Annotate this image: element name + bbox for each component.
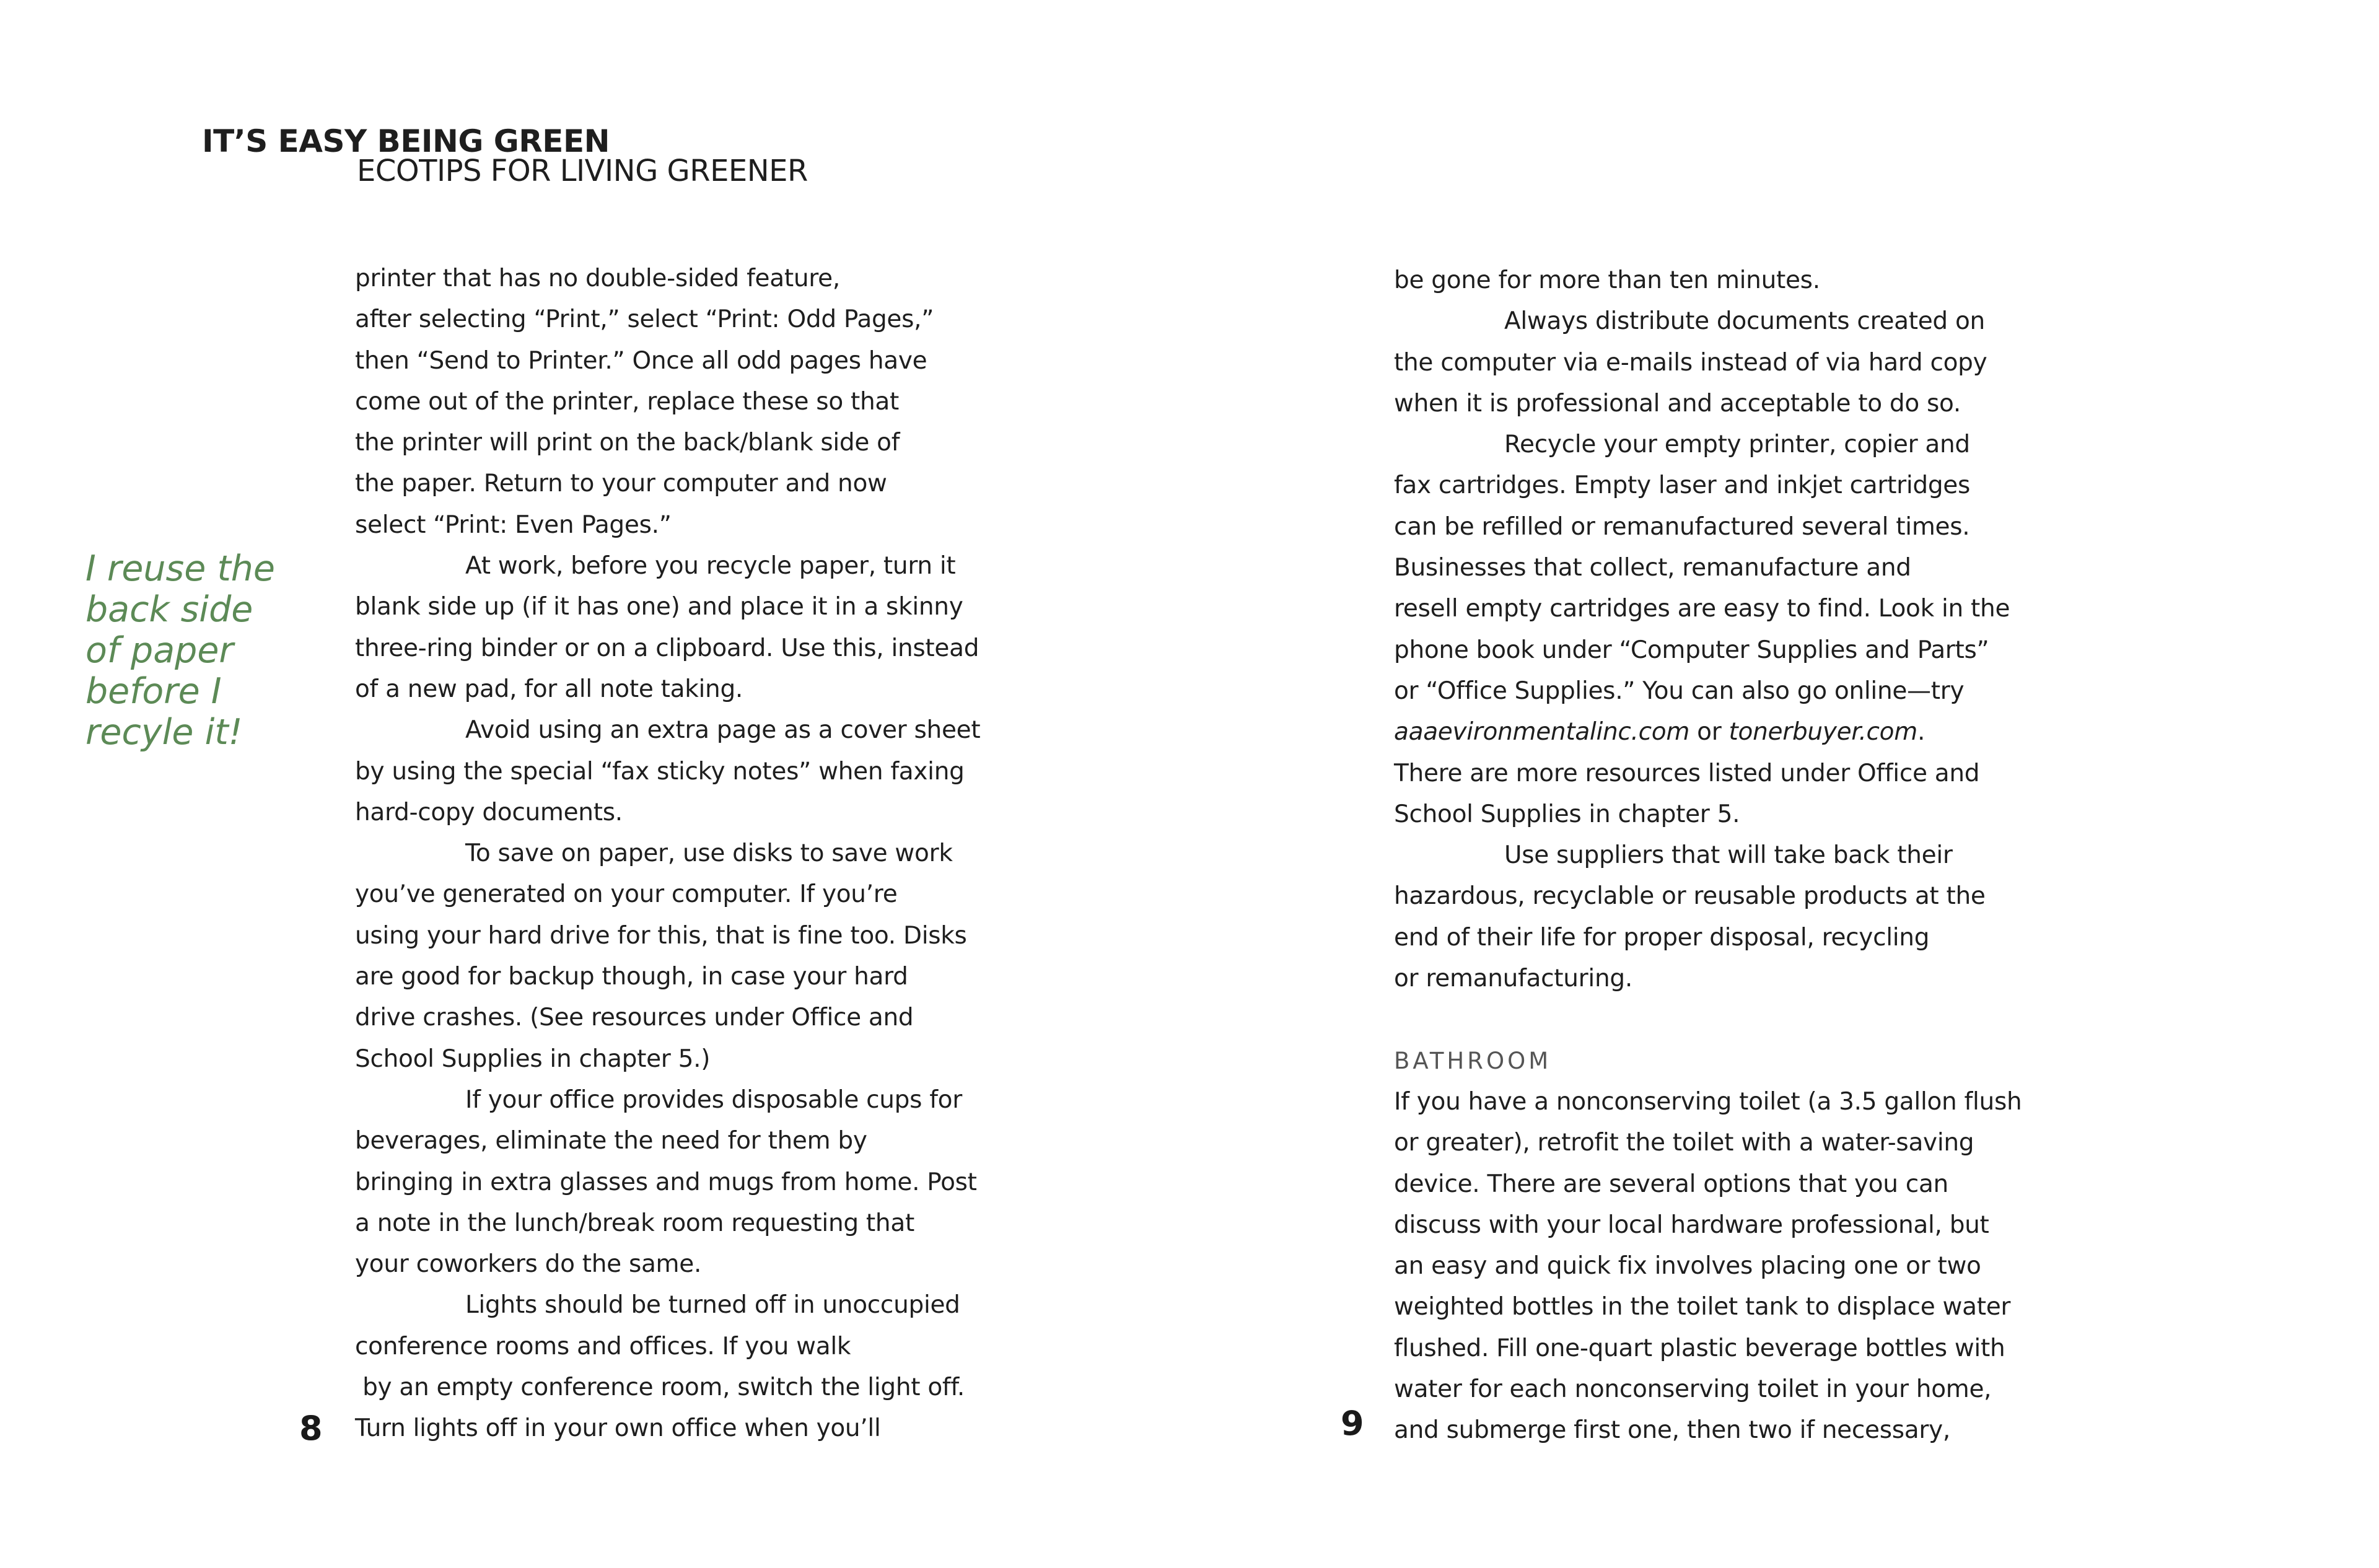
pull-quote-line: before I bbox=[85, 671, 222, 712]
text-line: beverages, eliminate the need for them by bbox=[355, 1127, 867, 1155]
paragraph-start-line: At work, before you recycle paper, turn it bbox=[465, 552, 956, 580]
section-heading: BATHROOM bbox=[1394, 1047, 1552, 1074]
page-number-left: 8 bbox=[299, 1409, 323, 1448]
text-line: discuss with your local hardware professional, but bbox=[1394, 1211, 1989, 1239]
running-header bbox=[202, 123, 808, 188]
text-line: select “Print: Even Pages.” bbox=[355, 510, 672, 539]
website-link: aaaevironmentalinc.com bbox=[1394, 718, 1690, 747]
text-line: by using the special “fax sticky notes” when faxing bbox=[355, 757, 965, 786]
book-title: IT’S EASY BEING GREEN bbox=[202, 123, 610, 159]
paragraph-start-line: Use suppliers that will take back their bbox=[1504, 841, 1953, 870]
text-line: or “Office Supplies.” You can also go online—try bbox=[1394, 677, 1965, 705]
text-line: after selecting “Print,” select “Print: Odd Pages,” bbox=[355, 305, 934, 334]
text-line: or greater), retrofit the toilet with a water-saving bbox=[1394, 1129, 1974, 1157]
pull-quote-line: of paper bbox=[85, 630, 234, 671]
text-line: bringing in extra glasses and mugs from home. Post bbox=[355, 1168, 977, 1196]
text-line: then “Send to Printer.” Once all odd pages have bbox=[355, 346, 927, 375]
text-line: using your hard drive for this, that is fine too. Disks bbox=[355, 921, 967, 950]
text-line: phone book under “Computer Supplies and Parts” bbox=[1394, 636, 1989, 664]
text-line: by an empty conference room, switch the light off. bbox=[355, 1373, 965, 1402]
paragraph-start-line: Lights should be turned off in unoccupied bbox=[465, 1291, 960, 1320]
text-line: fax cartridges. Empty laser and inkjet cartridges bbox=[1394, 471, 1970, 500]
text-line: come out of the printer, replace these so that bbox=[355, 387, 899, 416]
text-line: water for each nonconserving toilet in your home, bbox=[1394, 1375, 1992, 1404]
paragraph-start-line: Always distribute documents created on bbox=[1504, 307, 1985, 336]
text-line: when it is professional and acceptable to do so. bbox=[1394, 389, 1961, 418]
text-line: School Supplies in chapter 5. bbox=[1394, 800, 1740, 828]
text-line: an easy and quick fix involves placing one or two bbox=[1394, 1252, 1981, 1281]
text-line: or remanufacturing. bbox=[1394, 965, 1632, 993]
text-line: be gone for more than ten minutes. bbox=[1394, 266, 1820, 294]
paragraph-start-line: If your office provides disposable cups for bbox=[465, 1085, 962, 1114]
text-line: and submerge first one, then two if necessary, bbox=[1394, 1416, 1950, 1445]
paragraph-start-line: Avoid using an extra page as a cover sheet bbox=[465, 716, 981, 745]
text-line: three-ring binder or on a clipboard. Use this, instead bbox=[355, 634, 979, 662]
text-line: flushed. Fill one-quart plastic beverage bottles with bbox=[1394, 1334, 2005, 1362]
website-line bbox=[1394, 712, 2075, 753]
text-line: of a new pad, for all note taking. bbox=[355, 675, 743, 703]
pull-quote bbox=[85, 548, 302, 753]
text-line: your coworkers do the same. bbox=[355, 1250, 702, 1279]
paragraph-start-line: To save on paper, use disks to save work bbox=[465, 839, 953, 868]
text-line: can be refilled or remanufactured several times. bbox=[1394, 512, 1970, 541]
text-line: Turn lights off in your own office when you’ll bbox=[355, 1414, 881, 1443]
website-joiner: or bbox=[1689, 718, 1729, 747]
text-line: hard-copy documents. bbox=[355, 798, 623, 826]
text-line: the printer will print on the back/blank side of bbox=[355, 429, 900, 457]
text-line: are good for backup though, in case your hard bbox=[355, 963, 908, 991]
blank-line bbox=[1394, 999, 2075, 1040]
text-line: If you have a nonconserving toilet (a 3.5 gallon flush bbox=[1394, 1087, 2022, 1116]
text-line: device. There are several options that you can bbox=[1394, 1170, 1948, 1198]
text-line: printer that has no double-sided feature, bbox=[355, 265, 840, 292]
text-line: hazardous, recyclable or reusable products at the bbox=[1394, 882, 1986, 911]
text-line: blank side up (if it has one) and place it in a skinny bbox=[355, 593, 963, 621]
pull-quote-line: back side bbox=[85, 589, 253, 630]
website-link: tonerbuyer.com bbox=[1728, 718, 1917, 747]
text-line: Businesses that collect, remanufacture and bbox=[1394, 554, 1911, 582]
pull-quote-line: I reuse the bbox=[85, 548, 275, 589]
text-line: drive crashes. (See resources under Office and bbox=[355, 1004, 914, 1032]
page-number-right: 9 bbox=[1341, 1404, 1364, 1443]
right-page-body bbox=[1394, 260, 2075, 1452]
text-line: end of their life for proper disposal, recycling bbox=[1394, 923, 1930, 952]
book-subtitle: ECOTIPS FOR LIVING GREENER bbox=[357, 154, 808, 188]
text-line: the computer via e-mails instead of via hard copy bbox=[1394, 348, 1987, 377]
paragraph-start-line: Recycle your empty printer, copier and bbox=[1504, 431, 1970, 459]
website-line-end: . bbox=[1917, 718, 1926, 747]
text-line: a note in the lunch/break room requesting that bbox=[355, 1209, 914, 1237]
text-line: conference rooms and offices. If you walk bbox=[355, 1332, 851, 1360]
text-line: School Supplies in chapter 5.) bbox=[355, 1045, 711, 1073]
text-line: the paper. Return to your computer and now bbox=[355, 470, 887, 498]
pull-quote-line: recyle it! bbox=[85, 712, 243, 753]
text-line: There are more resources listed under Office and bbox=[1394, 759, 1980, 787]
text-line: weighted bottles in the toilet tank to displace water bbox=[1394, 1293, 2011, 1321]
left-page-body bbox=[355, 258, 1036, 1450]
text-line: you’ve generated on your computer. If you’re bbox=[355, 880, 898, 909]
text-line: resell empty cartridges are easy to find. Look in the bbox=[1394, 595, 2010, 623]
